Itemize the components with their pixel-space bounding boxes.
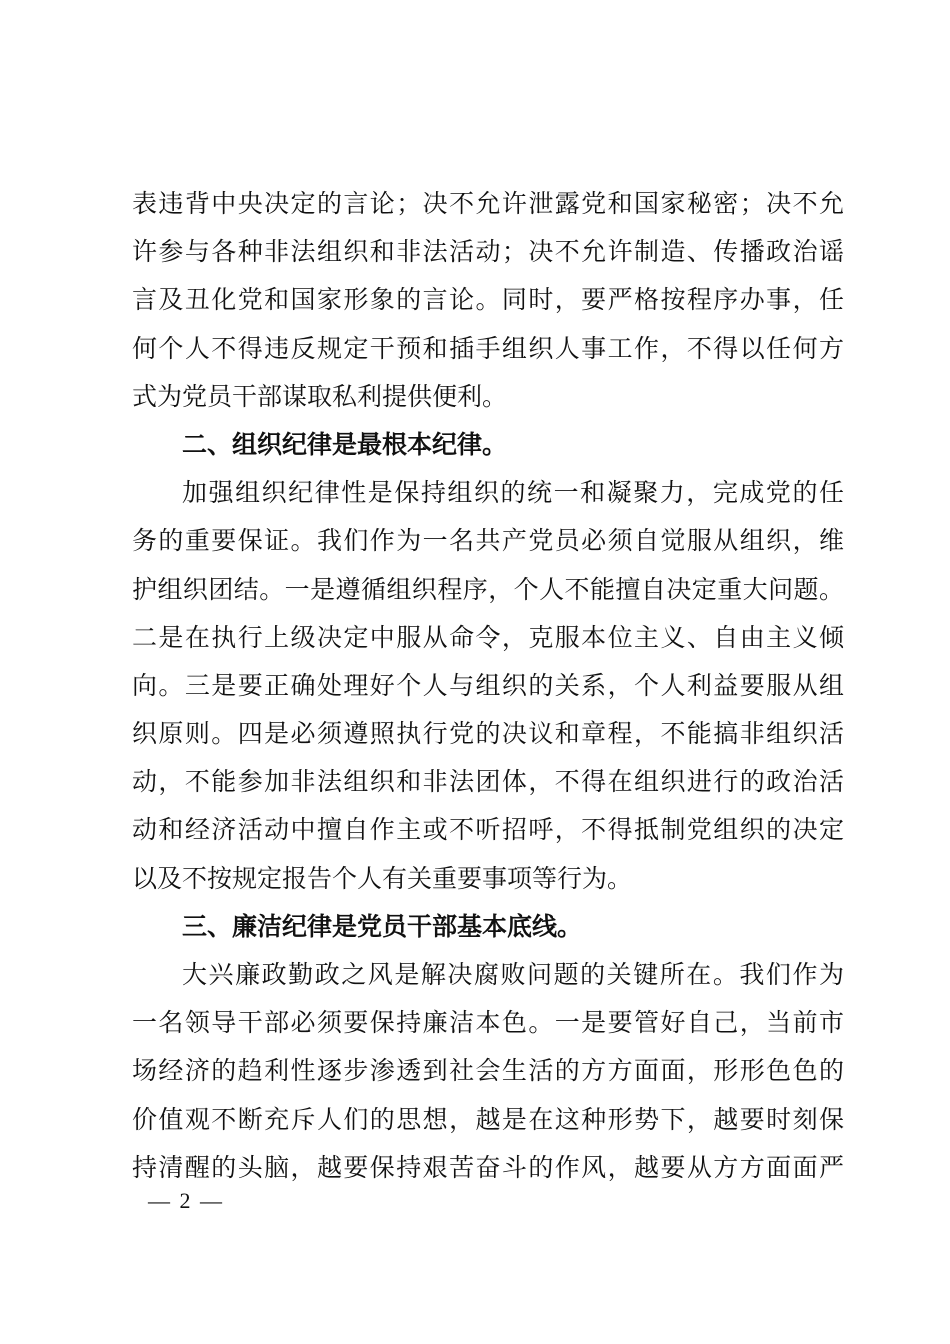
- section-heading: 三、廉洁纪律是党员干部基本底线。: [182, 911, 583, 941]
- text-line: 织原则。四是必须遵照执行党的决议和章程，不能搞非组织活: [132, 719, 844, 749]
- text-line: 表违背中央决定的言论；决不允许泄露党和国家秘密；决不允: [132, 189, 844, 218]
- text-line: 动，不能参加非法组织和非法团体，不得在组织进行的政治活: [132, 767, 844, 797]
- text-line: 何个人不得违反规定干预和插手组织人事工作，不得以任何方: [132, 333, 844, 363]
- text-line: 二是在执行上级决定中服从命令，克服本位主义、自由主义倾: [132, 622, 844, 652]
- section-heading: 二、组织纪律是最根本纪律。: [182, 429, 508, 459]
- page-number: — 2 —: [148, 1188, 224, 1213]
- text-line: 一名领导干部必须要保持廉洁本色。一是要管好自己，当前市: [132, 1008, 844, 1038]
- text-line: 大兴廉政勤政之风是解决腐败问题的关键所在。我们作为: [182, 960, 844, 989]
- text-line: 持清醒的头脑，越要保持艰苦奋斗的作风，越要从方方面面严: [132, 1152, 844, 1182]
- text-line: 务的重要保证。我们作为一名共产党员必须自觉服从组织，维: [132, 526, 844, 556]
- text-line: 动和经济活动中擅自作主或不听招呼，不得抵制党组织的决定: [132, 815, 844, 845]
- text-line: 言及丑化党和国家形象的言论。同时，要严格按程序办事，任: [132, 285, 844, 315]
- text-line: 价值观不断充斥人们的思想，越是在这种形势下，越要时刻保: [132, 1104, 844, 1134]
- body-text: [132, 180, 844, 1192]
- text-line: 向。三是要正确处理好个人与组织的关系，个人利益要服从组: [132, 670, 844, 700]
- text-line: 护组织团结。一是遵循组织程序，个人不能擅自决定重大问题。: [132, 574, 844, 604]
- text-line: 式为党员干部谋取私利提供便利。: [132, 381, 508, 411]
- text-line: 场经济的趋利性逐步渗透到社会生活的方方面面，形形色色的: [132, 1056, 844, 1086]
- text-line: 加强组织纪律性是保持组织的统一和凝聚力，完成党的任: [182, 478, 844, 508]
- text-line: 许参与各种非法组织和非法活动；决不允许制造、传播政治谣: [132, 237, 844, 267]
- text-line: 以及不按规定报告个人有关重要事项等行为。: [132, 863, 633, 893]
